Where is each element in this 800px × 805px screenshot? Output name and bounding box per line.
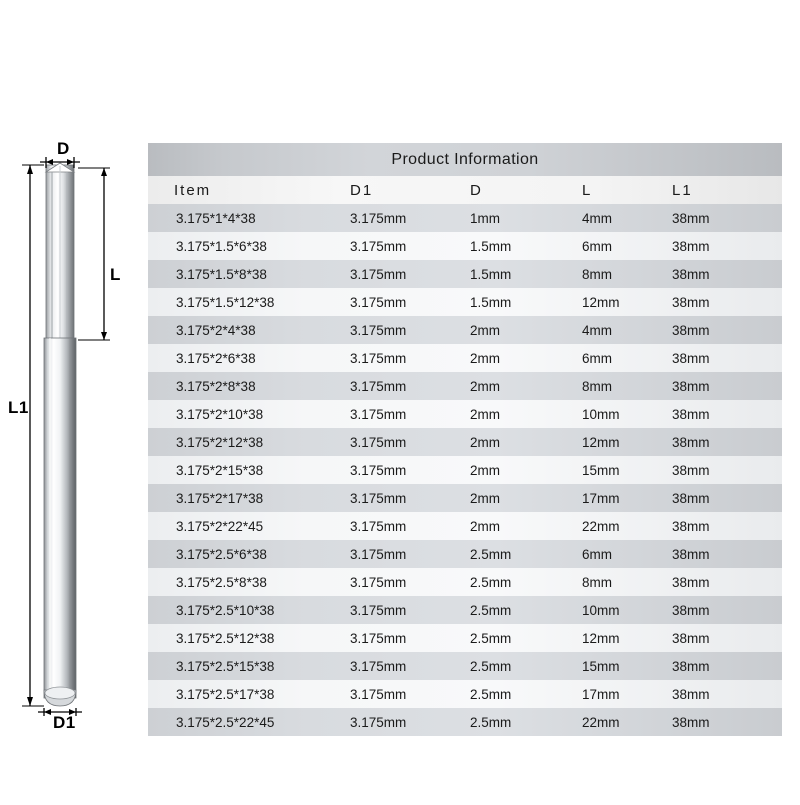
table-cell: 17mm bbox=[582, 490, 620, 506]
table-cell: 2.5mm bbox=[470, 574, 512, 590]
table-cell: 2.5mm bbox=[470, 686, 512, 702]
table-cell: 3.175mm bbox=[350, 574, 407, 590]
table-cell: 10mm bbox=[582, 406, 620, 422]
table-cell: 4mm bbox=[582, 210, 612, 226]
dimension-label-d: D bbox=[57, 139, 70, 158]
table-cell: 3.175mm bbox=[350, 518, 407, 534]
table-cell: 1.5mm bbox=[470, 294, 512, 310]
table-cell: 38mm bbox=[672, 378, 710, 394]
table-cell: 38mm bbox=[672, 714, 710, 730]
table-cell: 38mm bbox=[672, 266, 710, 282]
table-cell: 2mm bbox=[470, 434, 500, 450]
table-cell: 2mm bbox=[470, 378, 500, 394]
table-cell: 38mm bbox=[672, 658, 710, 674]
table-row bbox=[148, 316, 782, 344]
table-cell: 17mm bbox=[582, 686, 620, 702]
table-cell: 3.175*2*6*38 bbox=[176, 350, 256, 366]
table-row bbox=[148, 596, 782, 624]
table-cell: 3.175mm bbox=[350, 630, 407, 646]
table-cell: 3.175mm bbox=[350, 546, 407, 562]
dimension-label-d1: D1 bbox=[53, 713, 76, 732]
table-row bbox=[148, 260, 782, 288]
table-cell: 2.5mm bbox=[470, 546, 512, 562]
table-cell: 1.5mm bbox=[470, 266, 512, 282]
table-cell: 3.175*1.5*6*38 bbox=[176, 238, 267, 254]
table-row bbox=[148, 708, 782, 736]
table-row bbox=[148, 624, 782, 652]
table-cell: 3.175*1*4*38 bbox=[176, 210, 256, 226]
table-cell: 22mm bbox=[582, 714, 620, 730]
column-header-l1: L1 bbox=[672, 181, 693, 199]
table-cell: 3.175*2.5*15*38 bbox=[176, 658, 275, 674]
table-cell: 38mm bbox=[672, 294, 710, 310]
table-cell: 3.175mm bbox=[350, 406, 407, 422]
table-cell: 3.175mm bbox=[350, 322, 407, 338]
table-cell: 2.5mm bbox=[470, 658, 512, 674]
table-cell: 3.175*2.5*22*45 bbox=[176, 714, 275, 730]
table-row bbox=[148, 456, 782, 484]
table-row bbox=[148, 372, 782, 400]
table-cell: 1mm bbox=[470, 210, 500, 226]
table-cell: 6mm bbox=[582, 546, 612, 562]
table-cell: 3.175*2*4*38 bbox=[176, 322, 256, 338]
table-row bbox=[148, 204, 782, 232]
table-cell: 2.5mm bbox=[470, 714, 512, 730]
column-header-d1: D1 bbox=[350, 181, 374, 199]
table-cell: 38mm bbox=[672, 518, 710, 534]
table-cell: 2.5mm bbox=[470, 630, 512, 646]
table-cell: 2mm bbox=[470, 490, 500, 506]
table-cell: 3.175mm bbox=[350, 434, 407, 450]
column-header-item: Item bbox=[174, 181, 212, 199]
table-cell: 2.5mm bbox=[470, 602, 512, 618]
table-cell: 2mm bbox=[470, 462, 500, 478]
table-body bbox=[148, 204, 782, 736]
table-cell: 2mm bbox=[470, 322, 500, 338]
dimension-label-l1: L1 bbox=[8, 398, 29, 417]
table-cell: 3.175*2.5*10*38 bbox=[176, 602, 275, 618]
table-row bbox=[148, 680, 782, 708]
table-cell: 3.175mm bbox=[350, 714, 407, 730]
table-cell: 3.175*2.5*12*38 bbox=[176, 630, 275, 646]
table-title: Product Information bbox=[148, 143, 782, 176]
table-cell: 3.175*2.5*8*38 bbox=[176, 574, 267, 590]
table-cell: 3.175mm bbox=[350, 294, 407, 310]
table-cell: 15mm bbox=[582, 658, 620, 674]
table-cell: 38mm bbox=[672, 574, 710, 590]
table-row bbox=[148, 512, 782, 540]
table-cell: 2mm bbox=[470, 350, 500, 366]
table-cell: 2mm bbox=[470, 406, 500, 422]
table-row bbox=[148, 484, 782, 512]
table-cell: 8mm bbox=[582, 266, 612, 282]
table-cell: 2mm bbox=[470, 518, 500, 534]
table-header-row bbox=[148, 176, 782, 204]
table-cell: 3.175mm bbox=[350, 686, 407, 702]
table-cell: 3.175*1.5*8*38 bbox=[176, 266, 267, 282]
table-cell: 3.175mm bbox=[350, 658, 407, 674]
column-header-l: L bbox=[582, 181, 593, 199]
table-cell: 3.175*2*17*38 bbox=[176, 490, 264, 506]
table-cell: 3.175mm bbox=[350, 462, 407, 478]
product-diagram bbox=[0, 0, 150, 800]
table-cell: 12mm bbox=[582, 294, 620, 310]
table-cell: 3.175mm bbox=[350, 238, 407, 254]
table-cell: 15mm bbox=[582, 462, 620, 478]
table-cell: 12mm bbox=[582, 434, 620, 450]
table-cell: 3.175*2*12*38 bbox=[176, 434, 264, 450]
table-cell: 38mm bbox=[672, 238, 710, 254]
table-cell: 6mm bbox=[582, 238, 612, 254]
table-cell: 22mm bbox=[582, 518, 620, 534]
column-header-d: D bbox=[470, 181, 483, 199]
dimension-l1 bbox=[22, 165, 44, 706]
table-cell: 38mm bbox=[672, 406, 710, 422]
product-information-table bbox=[148, 143, 782, 736]
dimension-label-l: L bbox=[110, 265, 121, 284]
table-cell: 3.175mm bbox=[350, 266, 407, 282]
table-cell: 3.175*2*15*38 bbox=[176, 462, 264, 478]
table-cell: 38mm bbox=[672, 210, 710, 226]
table-cell: 12mm bbox=[582, 630, 620, 646]
table-row bbox=[148, 568, 782, 596]
table-cell: 3.175mm bbox=[350, 602, 407, 618]
table-cell: 4mm bbox=[582, 322, 612, 338]
table-cell: 3.175*2.5*17*38 bbox=[176, 686, 275, 702]
table-cell: 38mm bbox=[672, 686, 710, 702]
table-row bbox=[148, 540, 782, 568]
table-cell: 3.175mm bbox=[350, 350, 407, 366]
table-cell: 38mm bbox=[672, 546, 710, 562]
table-cell: 8mm bbox=[582, 574, 612, 590]
table-row bbox=[148, 400, 782, 428]
table-cell: 38mm bbox=[672, 350, 710, 366]
table-cell: 10mm bbox=[582, 602, 620, 618]
table-cell: 38mm bbox=[672, 322, 710, 338]
cutter-head bbox=[46, 163, 74, 340]
table-cell: 8mm bbox=[582, 378, 612, 394]
table-row bbox=[148, 232, 782, 260]
table-row bbox=[148, 288, 782, 316]
table-cell: 38mm bbox=[672, 490, 710, 506]
table-row bbox=[148, 344, 782, 372]
table-cell: 1.5mm bbox=[470, 238, 512, 254]
table-cell: 38mm bbox=[672, 630, 710, 646]
table-cell: 3.175*2.5*6*38 bbox=[176, 546, 267, 562]
dimension-l bbox=[78, 168, 110, 340]
table-cell: 38mm bbox=[672, 602, 710, 618]
tool-shank bbox=[44, 338, 76, 706]
table-cell: 3.175mm bbox=[350, 378, 407, 394]
table-cell: 38mm bbox=[672, 434, 710, 450]
table-cell: 3.175*1.5*12*38 bbox=[176, 294, 275, 310]
table-cell: 3.175*2*8*38 bbox=[176, 378, 256, 394]
table-cell: 3.175mm bbox=[350, 490, 407, 506]
table-cell: 38mm bbox=[672, 462, 710, 478]
table-cell: 6mm bbox=[582, 350, 612, 366]
table-cell: 3.175mm bbox=[350, 210, 407, 226]
table-cell: 3.175*2*10*38 bbox=[176, 406, 264, 422]
table-cell: 3.175*2*22*45 bbox=[176, 518, 264, 534]
table-row bbox=[148, 652, 782, 680]
table-row bbox=[148, 428, 782, 456]
